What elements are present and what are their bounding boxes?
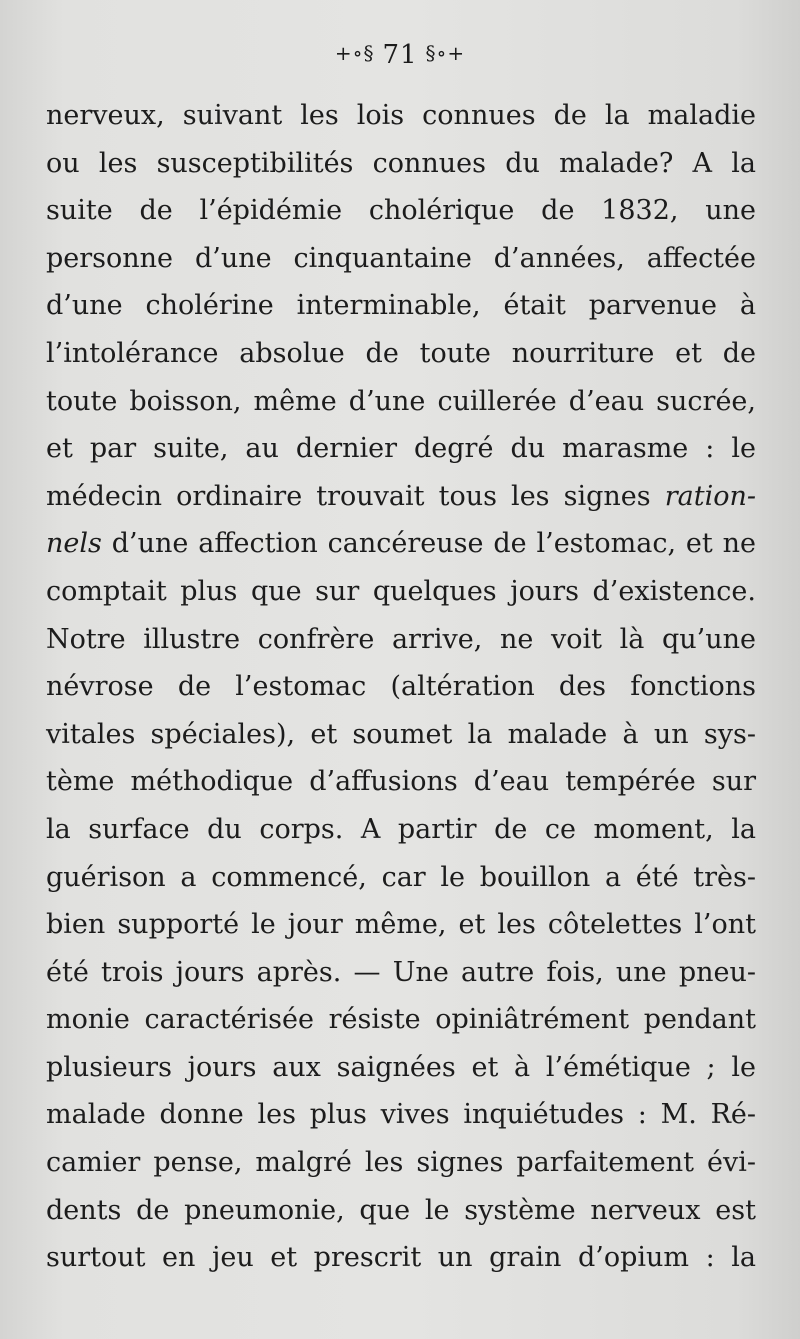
text-line — [46, 996, 756, 1044]
text-line — [46, 187, 756, 235]
text-segment: nerveux, suivant les lois connues de la maladie — [46, 100, 756, 131]
page-number: 71 — [382, 40, 418, 70]
text-segment: comptait plus que sur quelques jours d’existence. — [46, 575, 756, 607]
text-segment: toute boisson, même d’une cuillerée d’eau sucrée, — [46, 385, 756, 417]
text-line — [46, 425, 756, 473]
text-segment: bien supporté le jour même, et les côtelettes l’ont — [46, 909, 756, 941]
text-segment: Notre illustre confrère arrive, ne voit là qu’une — [46, 623, 756, 655]
text-segment: malade donne les plus vives inquiétudes : M. Ré- — [46, 1099, 756, 1131]
ornament-left: +∘§ — [334, 41, 375, 65]
text-line — [46, 520, 756, 568]
text-line — [46, 282, 756, 330]
text-segment: d’une cholérine interminable, était parvenue à — [46, 290, 756, 322]
text-segment: dents de pneumonie, que le système nerveux est — [46, 1194, 756, 1226]
italic-word: ration- — [664, 480, 756, 512]
page-header — [0, 38, 800, 70]
text-line — [46, 711, 756, 759]
text-line — [46, 806, 756, 854]
text-line — [46, 616, 756, 664]
text-segment: l’intolérance absolue de toute nourriture et de — [46, 337, 756, 369]
text-segment: et par suite, au dernier degré du marasme : le — [46, 433, 756, 465]
text-line — [46, 1234, 756, 1282]
text-line — [46, 663, 756, 711]
text-segment: vitales spéciales), et soumet la malade à un sys- — [46, 718, 756, 750]
text-line — [46, 235, 756, 283]
text-line — [46, 378, 756, 426]
text-segment: la surface du corps. A partir de ce moment, la — [46, 813, 756, 845]
text-segment: guérison a commencé, car le bouillon a été très- — [46, 861, 756, 893]
text-line — [46, 1187, 756, 1235]
text-line — [46, 140, 756, 188]
text-segment: plusieurs jours aux saignées et à l’émétique ; le — [46, 1051, 756, 1083]
text-segment: personne d’une cinquantaine d’années, affectée — [46, 242, 756, 274]
text-segment: ou les susceptibilités connues du malade? A la — [46, 147, 756, 179]
text-segment: d’une affection cancéreuse de l’estomac, et ne — [101, 528, 756, 560]
text-line — [46, 473, 756, 521]
body-text — [46, 92, 756, 1282]
text-line — [46, 1091, 756, 1139]
text-segment: tème méthodique d’affusions d’eau tempérée sur — [46, 766, 756, 798]
text-line — [46, 568, 756, 616]
text-line — [46, 1044, 756, 1092]
text-line — [46, 330, 756, 378]
text-segment: suite de l’épidémie cholérique de 1832, une — [46, 195, 756, 227]
text-line — [46, 92, 756, 140]
ornament-right: §∘+ — [425, 41, 466, 65]
text-line — [46, 758, 756, 806]
text-segment: été trois jours après. — Une autre fois, une pneu- — [46, 956, 756, 988]
text-segment: monie caractérisée résiste opiniâtrément pendant — [46, 1004, 756, 1036]
text-line — [46, 854, 756, 902]
text-segment: camier pense, malgré les signes parfaitement évi- — [46, 1147, 756, 1179]
text-line — [46, 901, 756, 949]
italic-word: nels — [46, 528, 102, 560]
text-segment: médecin ordinaire trouvait tous les signes — [46, 480, 665, 512]
text-line — [46, 1139, 756, 1187]
text-segment: névrose de l’estomac (altération des fonctions — [46, 671, 756, 703]
text-line — [46, 949, 756, 997]
text-segment: surtout en jeu et prescrit un grain d’opium : la — [46, 1242, 756, 1274]
